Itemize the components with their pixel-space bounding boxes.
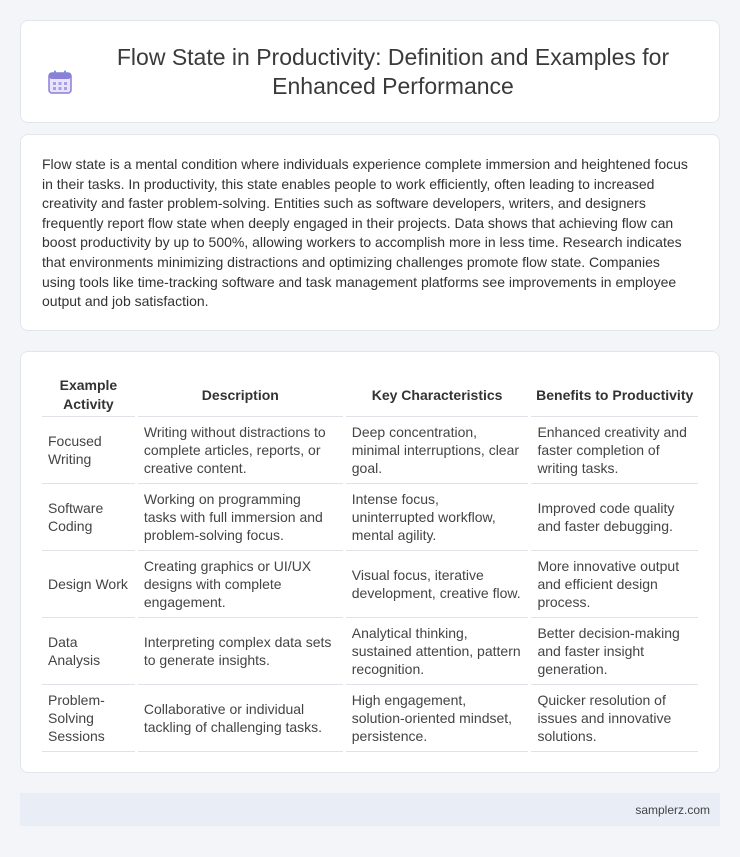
cell-benefits: Improved code quality and faster debugging. [531,484,698,551]
cell-benefits: Better decision-making and faster insight generation. [531,618,698,685]
table-row [42,417,698,484]
intro-paragraph: Flow state is a mental condition where individuals experience complete immersion and heightened focus in their tasks. In productivity, this state enables people to work efficiently, often leading to increased creativity and faster problem-solving. Entities such as software developers, writers, and designers frequently report flow state when deeply engaged in their projects. Data shows that achieving flow can boost productivity by up to 500%, allowing workers to accomplish more in less time. Research indicates that environments minimizing distractions and optimizing challenges promote flow state. Companies using tools like time-tracking software and task management platforms see improvements in employee output and job satisfaction. [42,156,688,310]
header-description: Description [138,372,343,417]
table-row [42,551,698,618]
cell-characteristics: Analytical thinking, sustained attention, pattern recognition. [346,618,529,685]
cell-benefits: More innovative output and efficient design process. [531,551,698,618]
table-header-row [42,372,698,417]
table-row [42,484,698,551]
cell-activity: Data Analysis [42,618,135,685]
cell-characteristics: Deep concentration, minimal interruptions, clear goal. [346,417,529,484]
calendar-icon [47,69,73,95]
cell-description: Writing without distractions to complete articles, reports, or creative content. [138,417,343,484]
header-key-characteristics: Key Characteristics [346,372,529,417]
cell-activity: Design Work [42,551,135,618]
cell-description: Creating graphics or UI/UX designs with complete engagement. [138,551,343,618]
cell-characteristics: Visual focus, iterative development, creative flow. [346,551,529,618]
header-example-activity: Example Activity [42,372,135,417]
cell-benefits: Enhanced creativity and faster completion of writing tasks. [531,417,698,484]
table-row [42,618,698,685]
cell-description: Interpreting complex data sets to generate insights. [138,618,343,685]
cell-description: Working on programming tasks with full immersion and problem-solving focus. [138,484,343,551]
intro-card [20,134,720,331]
examples-table [39,372,701,752]
cell-characteristics: Intense focus, uninterrupted workflow, mental agility. [346,484,529,551]
table-row [42,685,698,752]
cell-activity: Focused Writing [42,417,135,484]
header-benefits: Benefits to Productivity [531,372,698,417]
footer-site-link[interactable]: samplerz.com [635,802,710,817]
table-card [20,351,720,773]
page-title: Flow State in Productivity: Definition and Examples for Enhanced Performance [116,43,670,99]
title-card [20,20,720,123]
footer [20,793,720,826]
cell-activity: Software Coding [42,484,135,551]
cell-characteristics: High engagement, solution-oriented mindset, persistence. [346,685,529,752]
cell-benefits: Quicker resolution of issues and innovative solutions. [531,685,698,752]
cell-activity: Problem-Solving Sessions [42,685,135,752]
cell-description: Collaborative or individual tackling of challenging tasks. [138,685,343,752]
